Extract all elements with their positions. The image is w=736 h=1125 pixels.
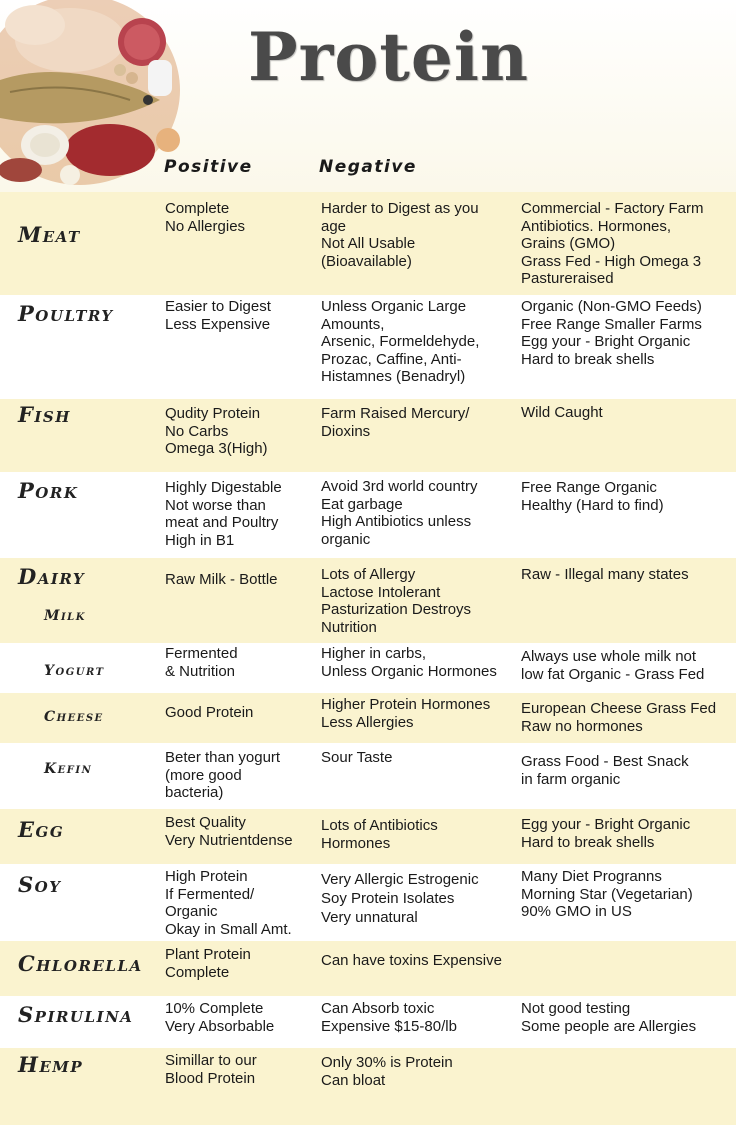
positive-cell: High Protein If Fermented/ Organic Okay in Small Amt. — [165, 868, 292, 938]
row-fish — [0, 399, 736, 472]
notes-cell: Wild Caught — [521, 404, 603, 421]
row-label: Egg — [18, 817, 65, 842]
positive-cell: Qudity Protein No Carbs Omega 3(High) — [165, 405, 268, 457]
row-dairy-milk — [0, 558, 736, 643]
row-sublabel: Milk — [44, 608, 86, 624]
notes-cell: Raw - Illegal many states — [521, 566, 689, 583]
positive-cell: Raw Milk - Bottle — [165, 571, 278, 588]
row-label: Spirulina — [18, 1002, 134, 1027]
header — [0, 0, 736, 192]
notes-cell: Egg your - Bright Organic Hard to break shells — [521, 816, 691, 851]
row-cheese — [0, 693, 736, 743]
notes-cell: Always use whole milk not low fat Organic - Grass Fed — [521, 648, 705, 683]
negative-cell: Lots of Antibiotics Hormones — [321, 817, 438, 852]
row-chlorella — [0, 941, 736, 996]
positive-cell: Good Protein — [165, 704, 254, 721]
row-egg — [0, 809, 736, 864]
row-sublabel: Cheese — [44, 709, 104, 725]
notes-cell: Not good testing Some people are Allergies — [521, 1000, 697, 1035]
row-kefin — [0, 743, 736, 809]
negative-cell: Farm Raised Mercury/ Dioxins — [321, 405, 470, 440]
row-label: Soy — [18, 872, 62, 897]
negative-cell: Can have toxins Expensive — [321, 952, 502, 969]
row-sublabel: Kefin — [44, 761, 93, 777]
column-header-negative: Negative — [319, 157, 417, 177]
protein-foods-illustration — [0, 0, 190, 190]
positive-cell: 10% Complete Very Absorbable — [165, 1000, 275, 1035]
positive-cell: Plant Protein Complete — [165, 946, 251, 981]
positive-cell: Beter than yogurt (more good bacteria) — [165, 749, 281, 801]
notes-cell: European Cheese Grass Fed Raw no hormones — [521, 700, 717, 735]
row-label: Hemp — [18, 1052, 84, 1077]
row-sublabel: Yogurt — [44, 663, 105, 679]
positive-cell: Best Quality Very Nutrientdense — [165, 814, 293, 849]
row-label: Meat — [18, 222, 81, 247]
row-label: Poultry — [18, 301, 114, 326]
row-label: Pork — [18, 478, 79, 503]
negative-cell: Very Allergic Estrogenic Soy Protein Isolates Very unnatural — [321, 871, 479, 926]
row-label: Dairy — [18, 564, 86, 589]
negative-cell: Only 30% is Protein Can bloat — [321, 1054, 453, 1089]
negative-cell: Unless Organic Large Amounts, Arsenic, Formeldehyde, Prozac, Caffine, Anti- Histamnes (Benadryl) — [321, 298, 480, 385]
negative-cell: Higher in carbs, Unless Organic Hormones — [321, 645, 497, 680]
negative-cell: Lots of Allergy Lactose Intolerant Pasturization Destroys Nutrition — [321, 566, 472, 636]
positive-cell: Fermented & Nutrition — [165, 645, 238, 680]
negative-cell: Harder to Digest as you age Not All Usable (Bioavailable) — [321, 200, 479, 270]
notes-cell: Many Diet Progranns Morning Star (Vegetarian) 90% GMO in US — [521, 868, 693, 920]
notes-cell: Free Range Organic Healthy (Hard to find) — [521, 479, 664, 514]
negative-cell: Avoid 3rd world country Eat garbage High Antibiotics unless organic — [321, 478, 478, 548]
row-soy — [0, 864, 736, 941]
row-label: Fish — [18, 402, 71, 427]
notes-cell: Grass Food - Best Snack in farm organic — [521, 753, 689, 788]
row-spirulina — [0, 996, 736, 1048]
row-yogurt — [0, 643, 736, 693]
negative-cell: Higher Protein Hormones Less Allergies — [321, 696, 491, 731]
positive-cell: Easier to Digest Less Expensive — [165, 298, 271, 333]
row-label: Chlorella — [18, 951, 143, 976]
notes-cell: Organic (Non-GMO Feeds) Free Range Smaller Farms Egg your - Bright Organic Hard to break shells — [521, 298, 702, 368]
row-hemp — [0, 1048, 736, 1125]
positive-cell: Highly Digestable Not worse than meat and Poultry High in B1 — [165, 479, 282, 549]
notes-cell: Commercial - Factory Farm Antibiotics. Hormones, Grains (GMO) Grass Fed - High Omega 3 Pastureraised — [521, 200, 704, 287]
row-pork — [0, 472, 736, 558]
positive-cell: Complete No Allergies — [165, 200, 246, 235]
column-header-positive: Positive — [164, 157, 253, 177]
row-poultry — [0, 295, 736, 399]
negative-cell: Can Absorb toxic Expensive $15-80/lb — [321, 1000, 457, 1035]
row-meat — [0, 192, 736, 295]
positive-cell: Simillar to our Blood Protein — [165, 1052, 257, 1087]
negative-cell: Sour Taste — [321, 749, 393, 766]
page-title: Protein — [248, 18, 529, 96]
